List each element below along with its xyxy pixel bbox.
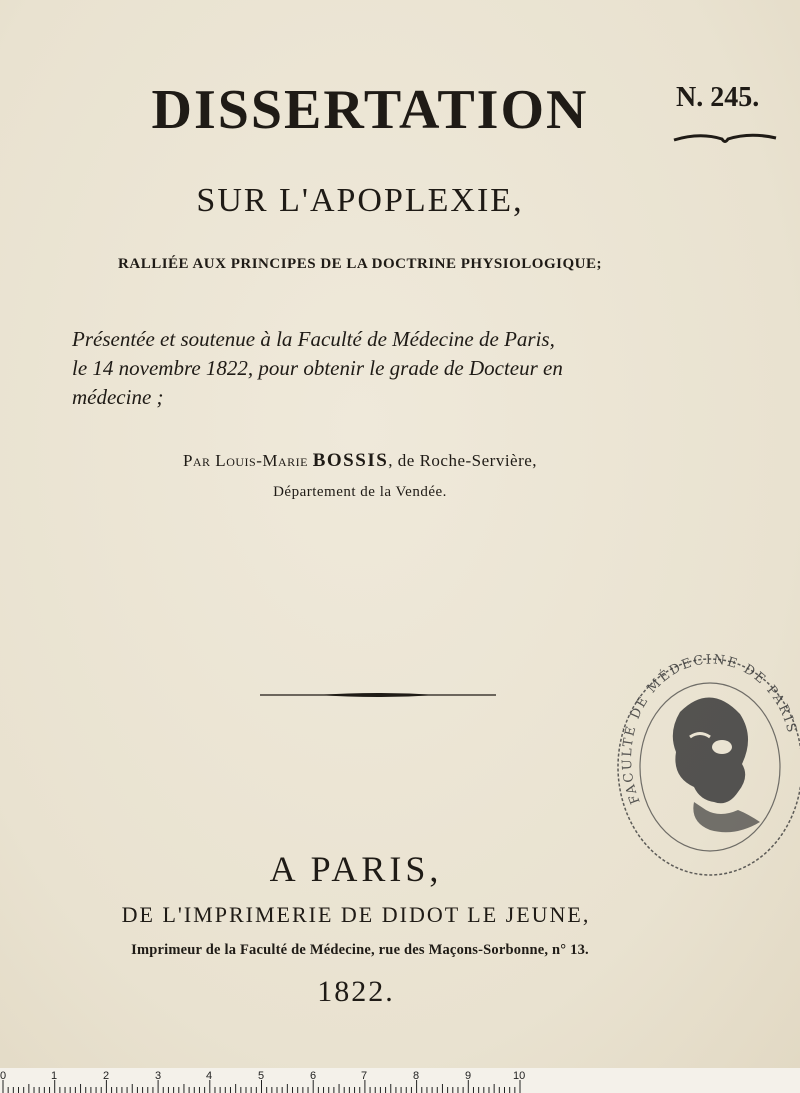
ruler-label-5: 5 <box>258 1070 265 1082</box>
number-flourish <box>670 128 780 148</box>
presentation-line-2: le 14 novembre 1822, pour obtenir le grade de Docteur en <box>72 356 563 380</box>
document-subtitle: SUR L'APOPLEXIE, <box>196 182 524 219</box>
seal-portrait-icon <box>673 697 760 832</box>
author-prefix: Par Louis-Marie <box>182 451 308 470</box>
ruler-ticks <box>0 1068 800 1093</box>
ruler-label-3: 3 <box>155 1070 162 1082</box>
ruler-label-4: 4 <box>206 1070 213 1082</box>
presentation-line-3: médecine ; <box>72 385 164 409</box>
ruler-label-2: 2 <box>103 1070 110 1082</box>
author-suffix: , de Roche-Servière, <box>388 451 538 470</box>
printer-address: Imprimeur de la Faculté de Médecine, rue des Maçons-Sorbonne, n° 13. <box>131 942 589 958</box>
ruler-label-10: 10 <box>513 1070 526 1082</box>
ornamental-rule <box>258 690 498 700</box>
document-number: N. 245. <box>676 82 760 113</box>
ruler-label-9: 9 <box>465 1070 472 1082</box>
ruler-label-6: 6 <box>310 1070 317 1082</box>
ruler-label-0: 0 <box>0 1070 7 1082</box>
faculty-seal-stamp <box>610 642 800 882</box>
department-line: Département de la Vendée. <box>273 484 447 500</box>
author-line <box>0 450 720 472</box>
presentation-statement <box>72 325 672 412</box>
ruler-label-1: 1 <box>51 1070 58 1082</box>
presentation-line-1: Présentée et soutenue à la Faculté de Médecine de Paris, <box>72 327 555 351</box>
ruler-label-8: 8 <box>413 1070 420 1082</box>
measurement-ruler <box>0 1068 800 1093</box>
place-line: A PARIS, <box>269 849 443 889</box>
ruler-label-7: 7 <box>361 1070 368 1082</box>
document-title: DISSERTATION <box>151 79 589 141</box>
printer-line: DE L'IMPRIMERIE DE DIDOT LE JEUNE, <box>121 902 591 927</box>
seal-text: FACULTÉ DE MÉDECINE DE PARIS <box>619 652 800 807</box>
author-name: BOSSIS <box>312 450 389 471</box>
publication-year: 1822. <box>317 975 395 1008</box>
doctrine-subtitle: RALLIÉE AUX PRINCIPES DE LA DOCTRINE PHYSIOLOGIQUE; <box>118 256 602 272</box>
